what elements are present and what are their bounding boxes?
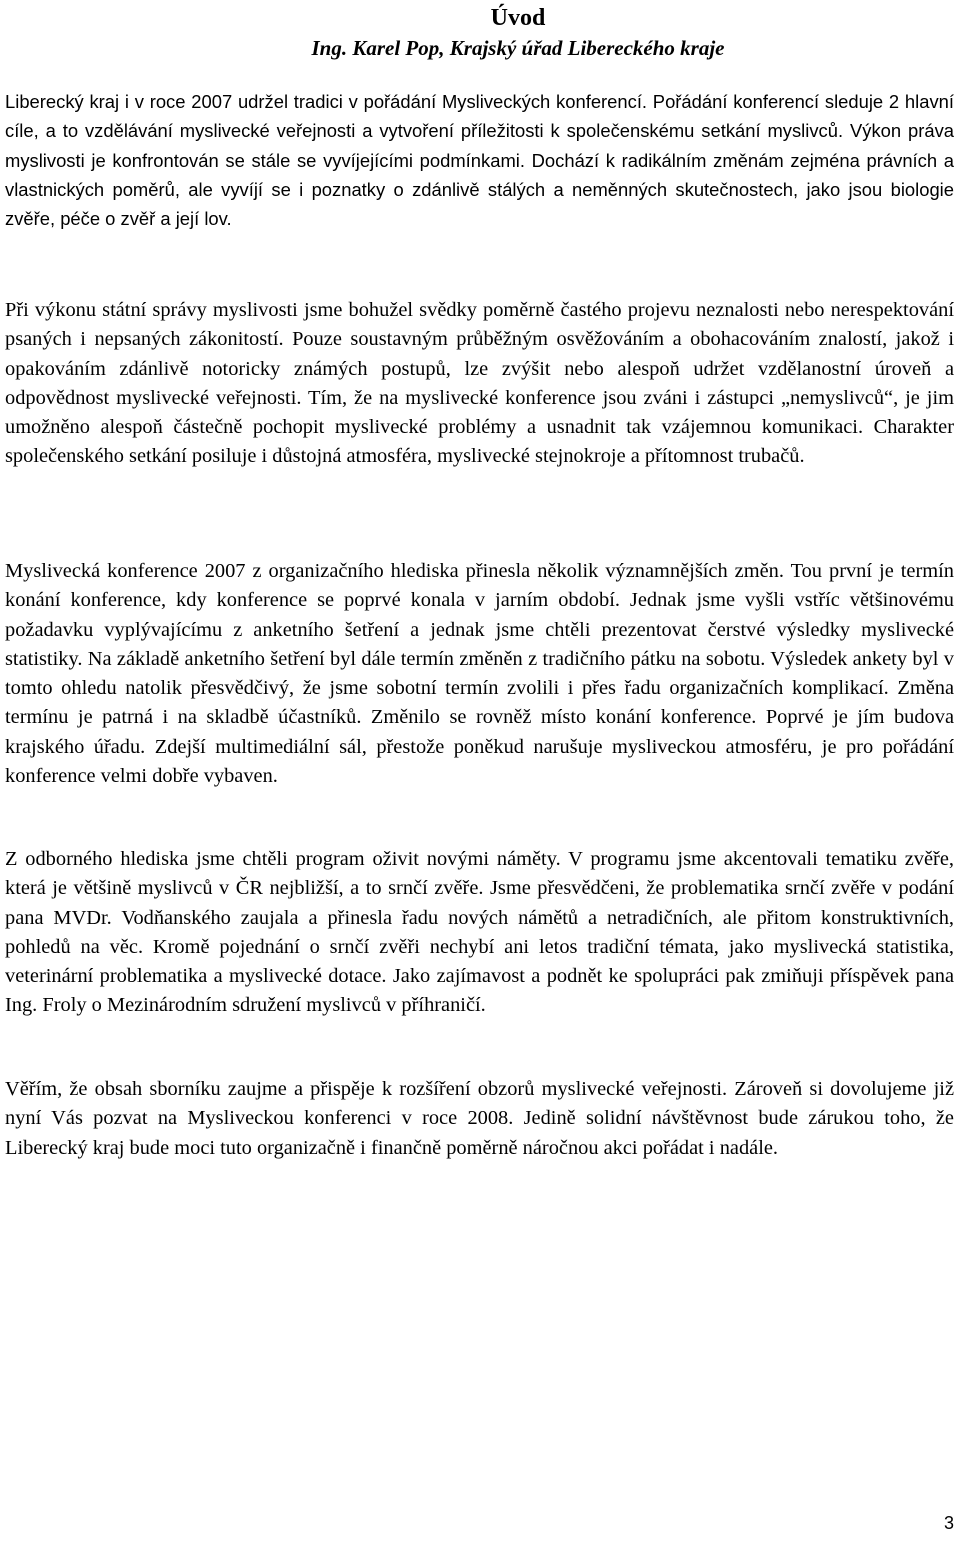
author-line: Ing. Karel Pop, Krajský úřad Libereckého kraje xyxy=(311,36,725,60)
page-title: Úvod xyxy=(490,5,546,31)
paragraph-closing: Věřím, že obsah sborníku zaujme a přispěje k rozšíření obzorů myslivecké veřejnosti. Zároveň si dovolujeme již nyní Vás pozvat na Mysliveckou konferenci v roce 2008. Jedině solidní návštěvnost bude zárukou toho, že Liberecký kraj bude moci tuto organizačně i finančně poměrně náročnou akci pořádat i nadále. xyxy=(5,1078,954,1159)
paragraph-conference-changes: Myslivecká konference 2007 z organizačního hlediska přinesla několik významnějších změn. Tou první je termín konání konference, kdy konference se poprvé konala v jarním období. Jednak jsme vyšli vstříc většinovému požadavku vyplývajícímu z anketního šetření a jednak jsme chtěli prezentovat čerstvé výsledky myslivecké statistiky. Na základě anketního šetření byl dále termín změněn z tradičního pátku na sobotu. Výsledek ankety byl v tomto ohledu natolik přesvědčivý, že jsme sobotní termín zvolili i přes řadu organizačních komplikací. Změna termínu je patrná i na skladbě účastníků. Změnilo se rovněž místo konání konference. Poprvé je jím budova krajského úřadu. Zdejší multimediální sál, přestože poněkud narušuje mysliveckou atmosféru, je pro pořádání konference velmi dobře vybaven. xyxy=(5,560,954,788)
paragraph-intro: Liberecký kraj i v roce 2007 udržel tradici v pořádání Mysliveckých konferencí. Pořádání konferencí sleduje 2 hlavní cíle, a to vzdělávání myslivecké veřejnosti a vytvoření příležitosti k společenskému setkání myslivců. Výkon práva myslivosti je konfrontován se stále se vyvíjejícími podmínkami. Dochází k radikálním změnám zejména právních a vlastnických poměrů, ale vyvíjí se i poznatky o zdánlivě stálých a neměnných skutečnostech, jako jsou biologie zvěře, péče o zvěř a její lov. xyxy=(5,91,954,230)
page-number: 3 xyxy=(943,1513,954,1533)
paragraph-program: Z odborného hlediska jsme chtěli program oživit novými náměty. V programu jsme akcentovali tematiku zvěře, která je většině myslivců v ČR nejbližší, a to srnčí zvěře. Jsme přesvědčeni, že problematika srnčí zvěře v podání pana MVDr. Vodňanského zaujala a přinesla řadu nových námětů a netradičních, ale přitom konstruktivních, pohledů na věc. Kromě pojednání o srnčí zvěři nechybí ani letos tradiční témata, jako myslivecká statistika, veterinární problematika a myslivecké dotace. Jako zajímavost a podnět ke spolupráci pak zmiňuji příspěvek pana Ing. Froly o Mezinárodním sdružení myslivců v příhraničí. xyxy=(5,848,954,1017)
paragraph-state-administration: Při výkonu státní správy myslivosti jsme bohužel svědky poměrně častého projevu neznalosti nebo nerespektování psaných i nepsaných zákonitostí. Pouze soustavným průběžným osvěžováním a obohacováním znalostí, jakož i opakováním zdánlivě notoricky známých postupů, lze zvýšit nebo alespoň udržet vzdělanostní úroveň a odpovědnost myslivecké veřejnosti. Tím, že na myslivecké konference jsou zváni i zástupci „nemyslivců“, je jim umožněno alespoň částečně pochopit myslivecké problémy a usnadnit tak vzájemnou komunikaci. Charakter společenského setkání posiluje i důstojná atmosféra, myslivecké stejnokroje a přítomnost trubačů. xyxy=(5,299,954,468)
